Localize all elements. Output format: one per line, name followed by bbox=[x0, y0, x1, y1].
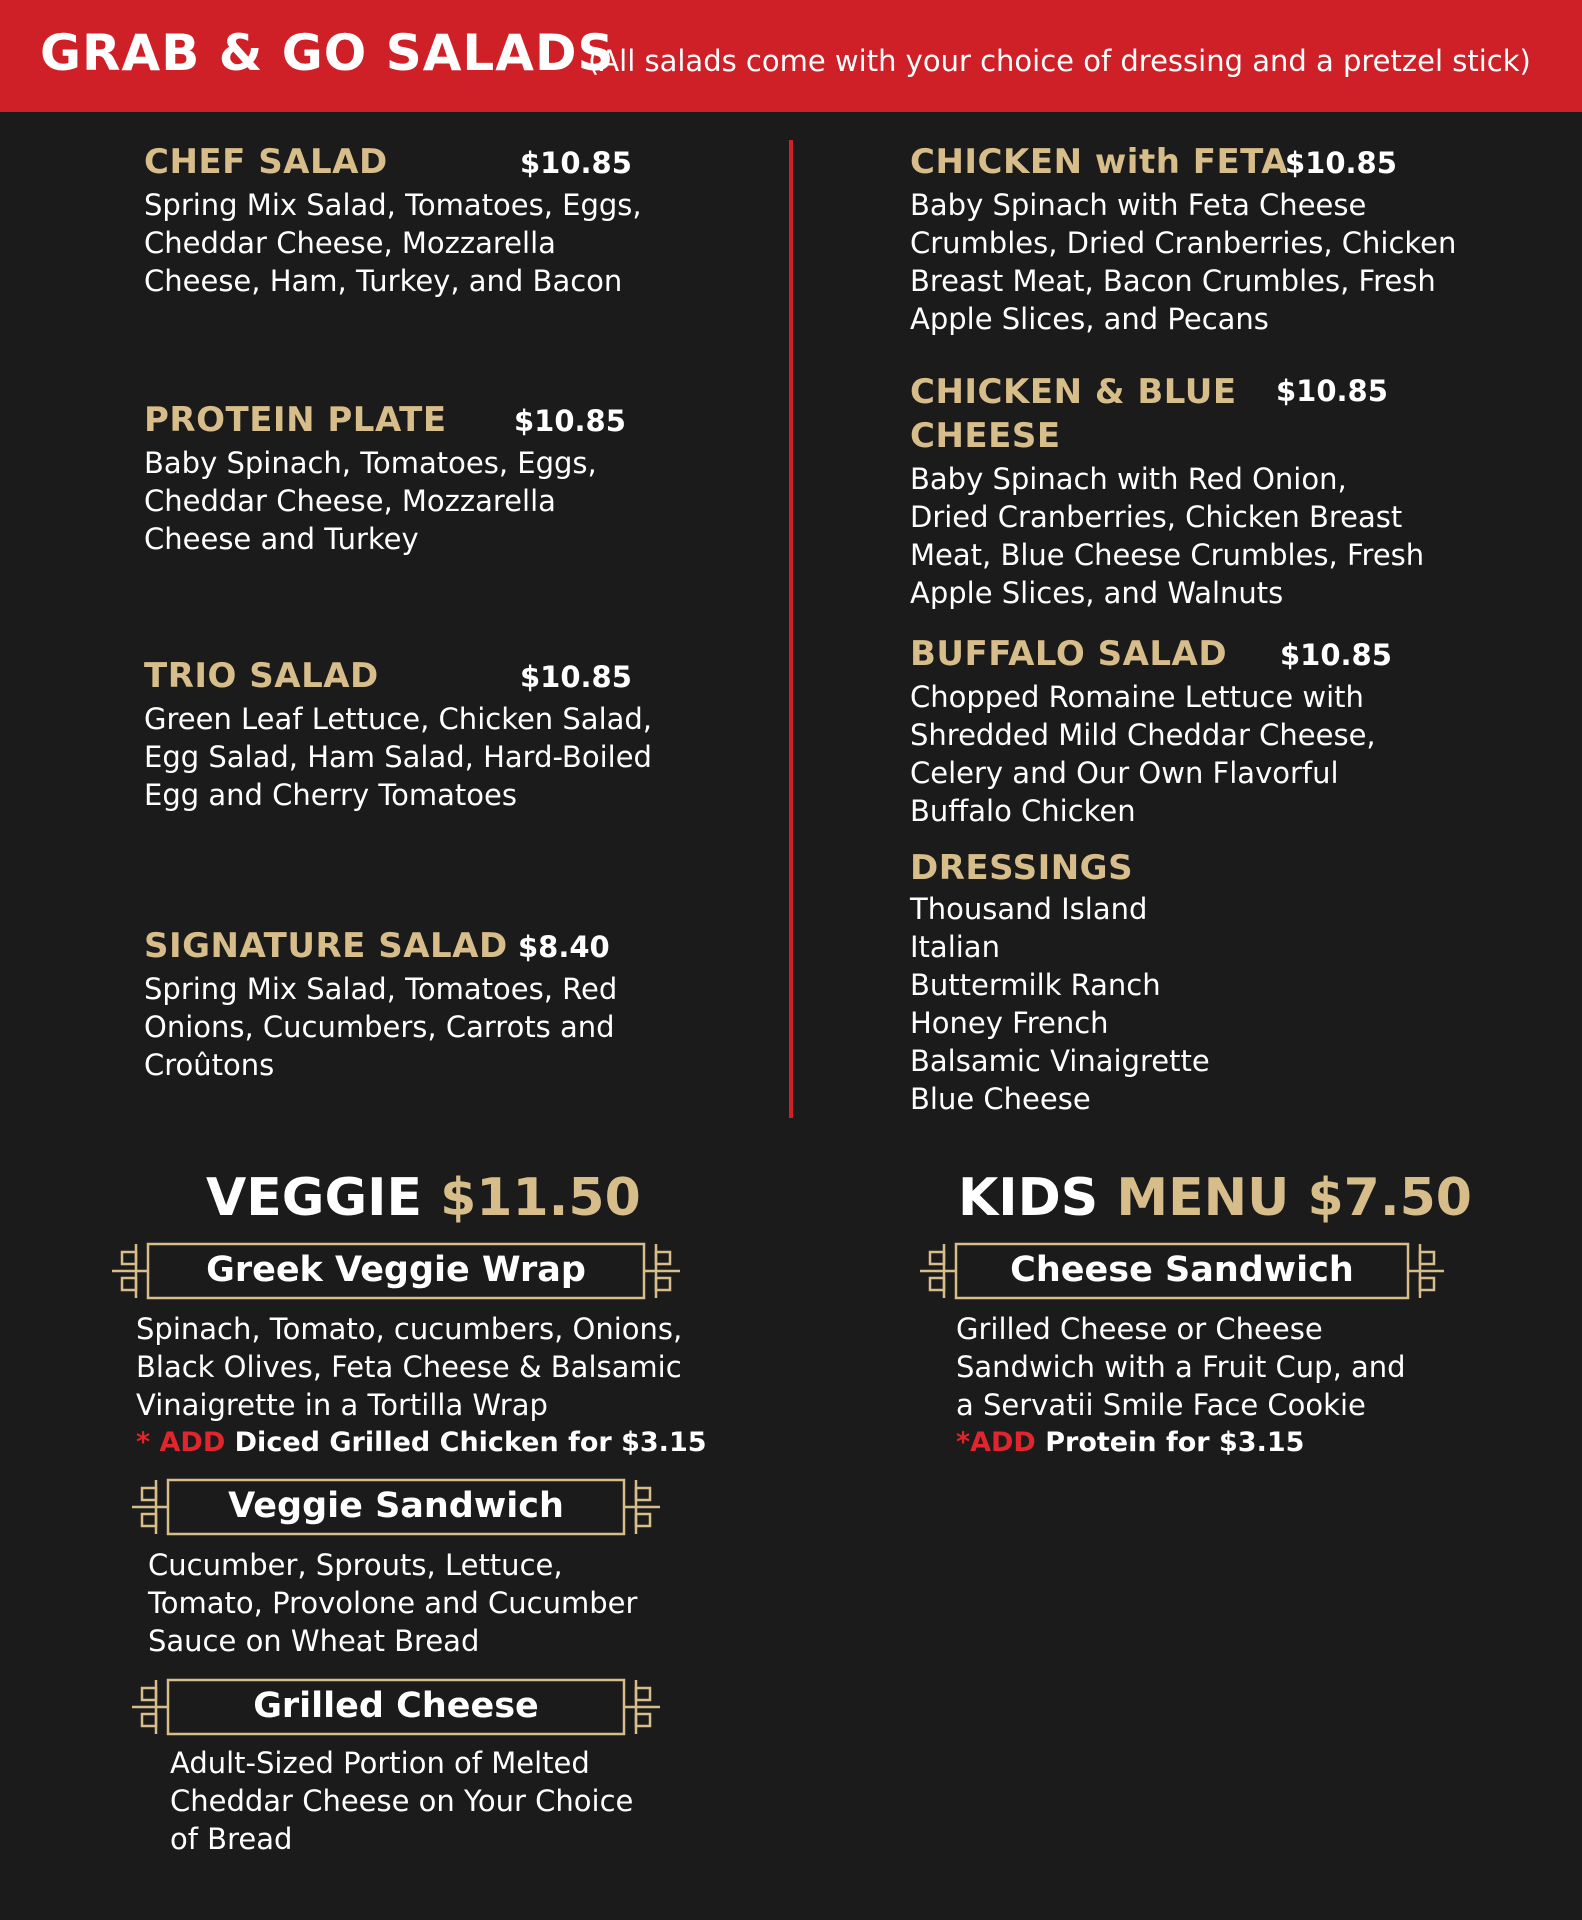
item-name: Veggie Sandwich bbox=[228, 1486, 564, 1526]
item-name: CHICKEN & BLUE CHEESE bbox=[910, 372, 1237, 456]
item-price: $8.40 bbox=[518, 930, 610, 964]
item-price: $10.85 bbox=[520, 146, 632, 180]
veggie-heading-price: $11.50 bbox=[440, 1168, 641, 1228]
header-banner bbox=[0, 0, 1582, 112]
greek-veggie-wrap-frame bbox=[110, 1240, 682, 1302]
item-price: $10.85 bbox=[1285, 146, 1397, 180]
item-name: Greek Veggie Wrap bbox=[206, 1250, 586, 1290]
item-description: Green Leaf Lettuce, Chicken Salad, Egg Salad, Ham Salad, Hard-Boiled Egg and Cherry Tomatoes bbox=[144, 702, 653, 812]
item-name: Cheese Sandwich bbox=[1010, 1250, 1354, 1290]
veggie-sandwich-frame bbox=[130, 1476, 662, 1538]
item-description: Chopped Romaine Lettuce with Shredded Mild Cheddar Cheese, Celery and Our Own Flavorful Buffalo Chicken bbox=[910, 680, 1376, 828]
kids-heading-price: MENU $7.50 bbox=[1116, 1168, 1472, 1228]
dressings-title: DRESSINGS bbox=[910, 848, 1134, 888]
page-subtitle: (All salads come with your choice of dressing and a pretzel stick) bbox=[588, 44, 1531, 78]
add-on-line bbox=[136, 1424, 707, 1462]
greek-veggie-wrap-description bbox=[136, 1310, 707, 1462]
item-description: Spinach, Tomato, cucumbers, Onions, Black Olives, Feta Cheese & Balsamic Vinaigrette in a Tortilla Wrap bbox=[136, 1312, 683, 1422]
dressing-item: Italian bbox=[910, 930, 1000, 964]
item-name: BUFFALO SALAD bbox=[910, 634, 1228, 674]
veggie-heading-label: VEGGIE bbox=[206, 1168, 422, 1228]
item-price: $10.85 bbox=[520, 660, 632, 694]
kids-heading bbox=[958, 1168, 1472, 1228]
item-name: CHEF SALAD bbox=[144, 142, 388, 182]
dressing-item: Buttermilk Ranch bbox=[910, 968, 1161, 1002]
column-divider bbox=[789, 140, 793, 1118]
page-title: GRAB & GO SALADS bbox=[40, 24, 615, 82]
dressing-item: Blue Cheese bbox=[910, 1082, 1091, 1116]
item-name: SIGNATURE SALAD bbox=[144, 926, 508, 966]
item-description: Grilled Cheese or Cheese Sandwich with a Fruit Cup, and a Servatii Smile Face Cookie bbox=[956, 1312, 1406, 1422]
item-name: CHICKEN with FETA bbox=[910, 142, 1289, 182]
cheese-sandwich-description bbox=[956, 1310, 1426, 1462]
add-text: Protein for $3.15 bbox=[1035, 1427, 1305, 1458]
item-description: Adult-Sized Portion of Melted Cheddar Cheese on Your Choice of Bread bbox=[170, 1746, 634, 1856]
veggie-heading bbox=[206, 1168, 641, 1228]
grilled-cheese-frame bbox=[130, 1676, 662, 1738]
item-description: Cucumber, Sprouts, Lettuce, Tomato, Provolone and Cucumber Sauce on Wheat Bread bbox=[148, 1548, 638, 1658]
item-name: Grilled Cheese bbox=[253, 1686, 539, 1726]
item-price: $10.85 bbox=[1280, 638, 1392, 672]
dressing-item: Honey French bbox=[910, 1006, 1109, 1040]
add-label: *ADD bbox=[956, 1427, 1036, 1458]
add-text: Diced Grilled Chicken for $3.15 bbox=[225, 1427, 707, 1458]
dressing-item: Thousand Island bbox=[910, 892, 1148, 926]
item-description: Spring Mix Salad, Tomatoes, Red Onions, Cucumbers, Carrots and Croûtons bbox=[144, 972, 618, 1082]
add-label: * ADD bbox=[136, 1427, 226, 1458]
item-price: $10.85 bbox=[1276, 374, 1388, 408]
dressing-item: Balsamic Vinaigrette bbox=[910, 1044, 1210, 1078]
cheese-sandwich-frame bbox=[918, 1240, 1446, 1302]
item-description: Spring Mix Salad, Tomatoes, Eggs, Cheddar Cheese, Mozzarella Cheese, Ham, Turkey, and Bacon bbox=[144, 188, 642, 298]
item-name: TRIO SALAD bbox=[144, 656, 379, 696]
kids-heading-label: KIDS bbox=[958, 1168, 1099, 1228]
add-on-line bbox=[956, 1424, 1426, 1462]
item-price: $10.85 bbox=[514, 404, 626, 438]
item-name: PROTEIN PLATE bbox=[144, 400, 447, 440]
dressings-section bbox=[910, 848, 1310, 1118]
dressings-list bbox=[910, 890, 1210, 1118]
item-description: Baby Spinach with Red Onion, Dried Cranberries, Chicken Breast Meat, Blue Cheese Crumbles, Fresh Apple Slices, and Walnuts bbox=[910, 462, 1425, 610]
item-description: Baby Spinach, Tomatoes, Eggs, Cheddar Cheese, Mozzarella Cheese and Turkey bbox=[144, 446, 597, 556]
item-description: Baby Spinach with Feta Cheese Crumbles, Dried Cranberries, Chicken Breast Meat, Bacon Crumbles, Fresh Apple Slices, and Pecans bbox=[910, 188, 1457, 336]
